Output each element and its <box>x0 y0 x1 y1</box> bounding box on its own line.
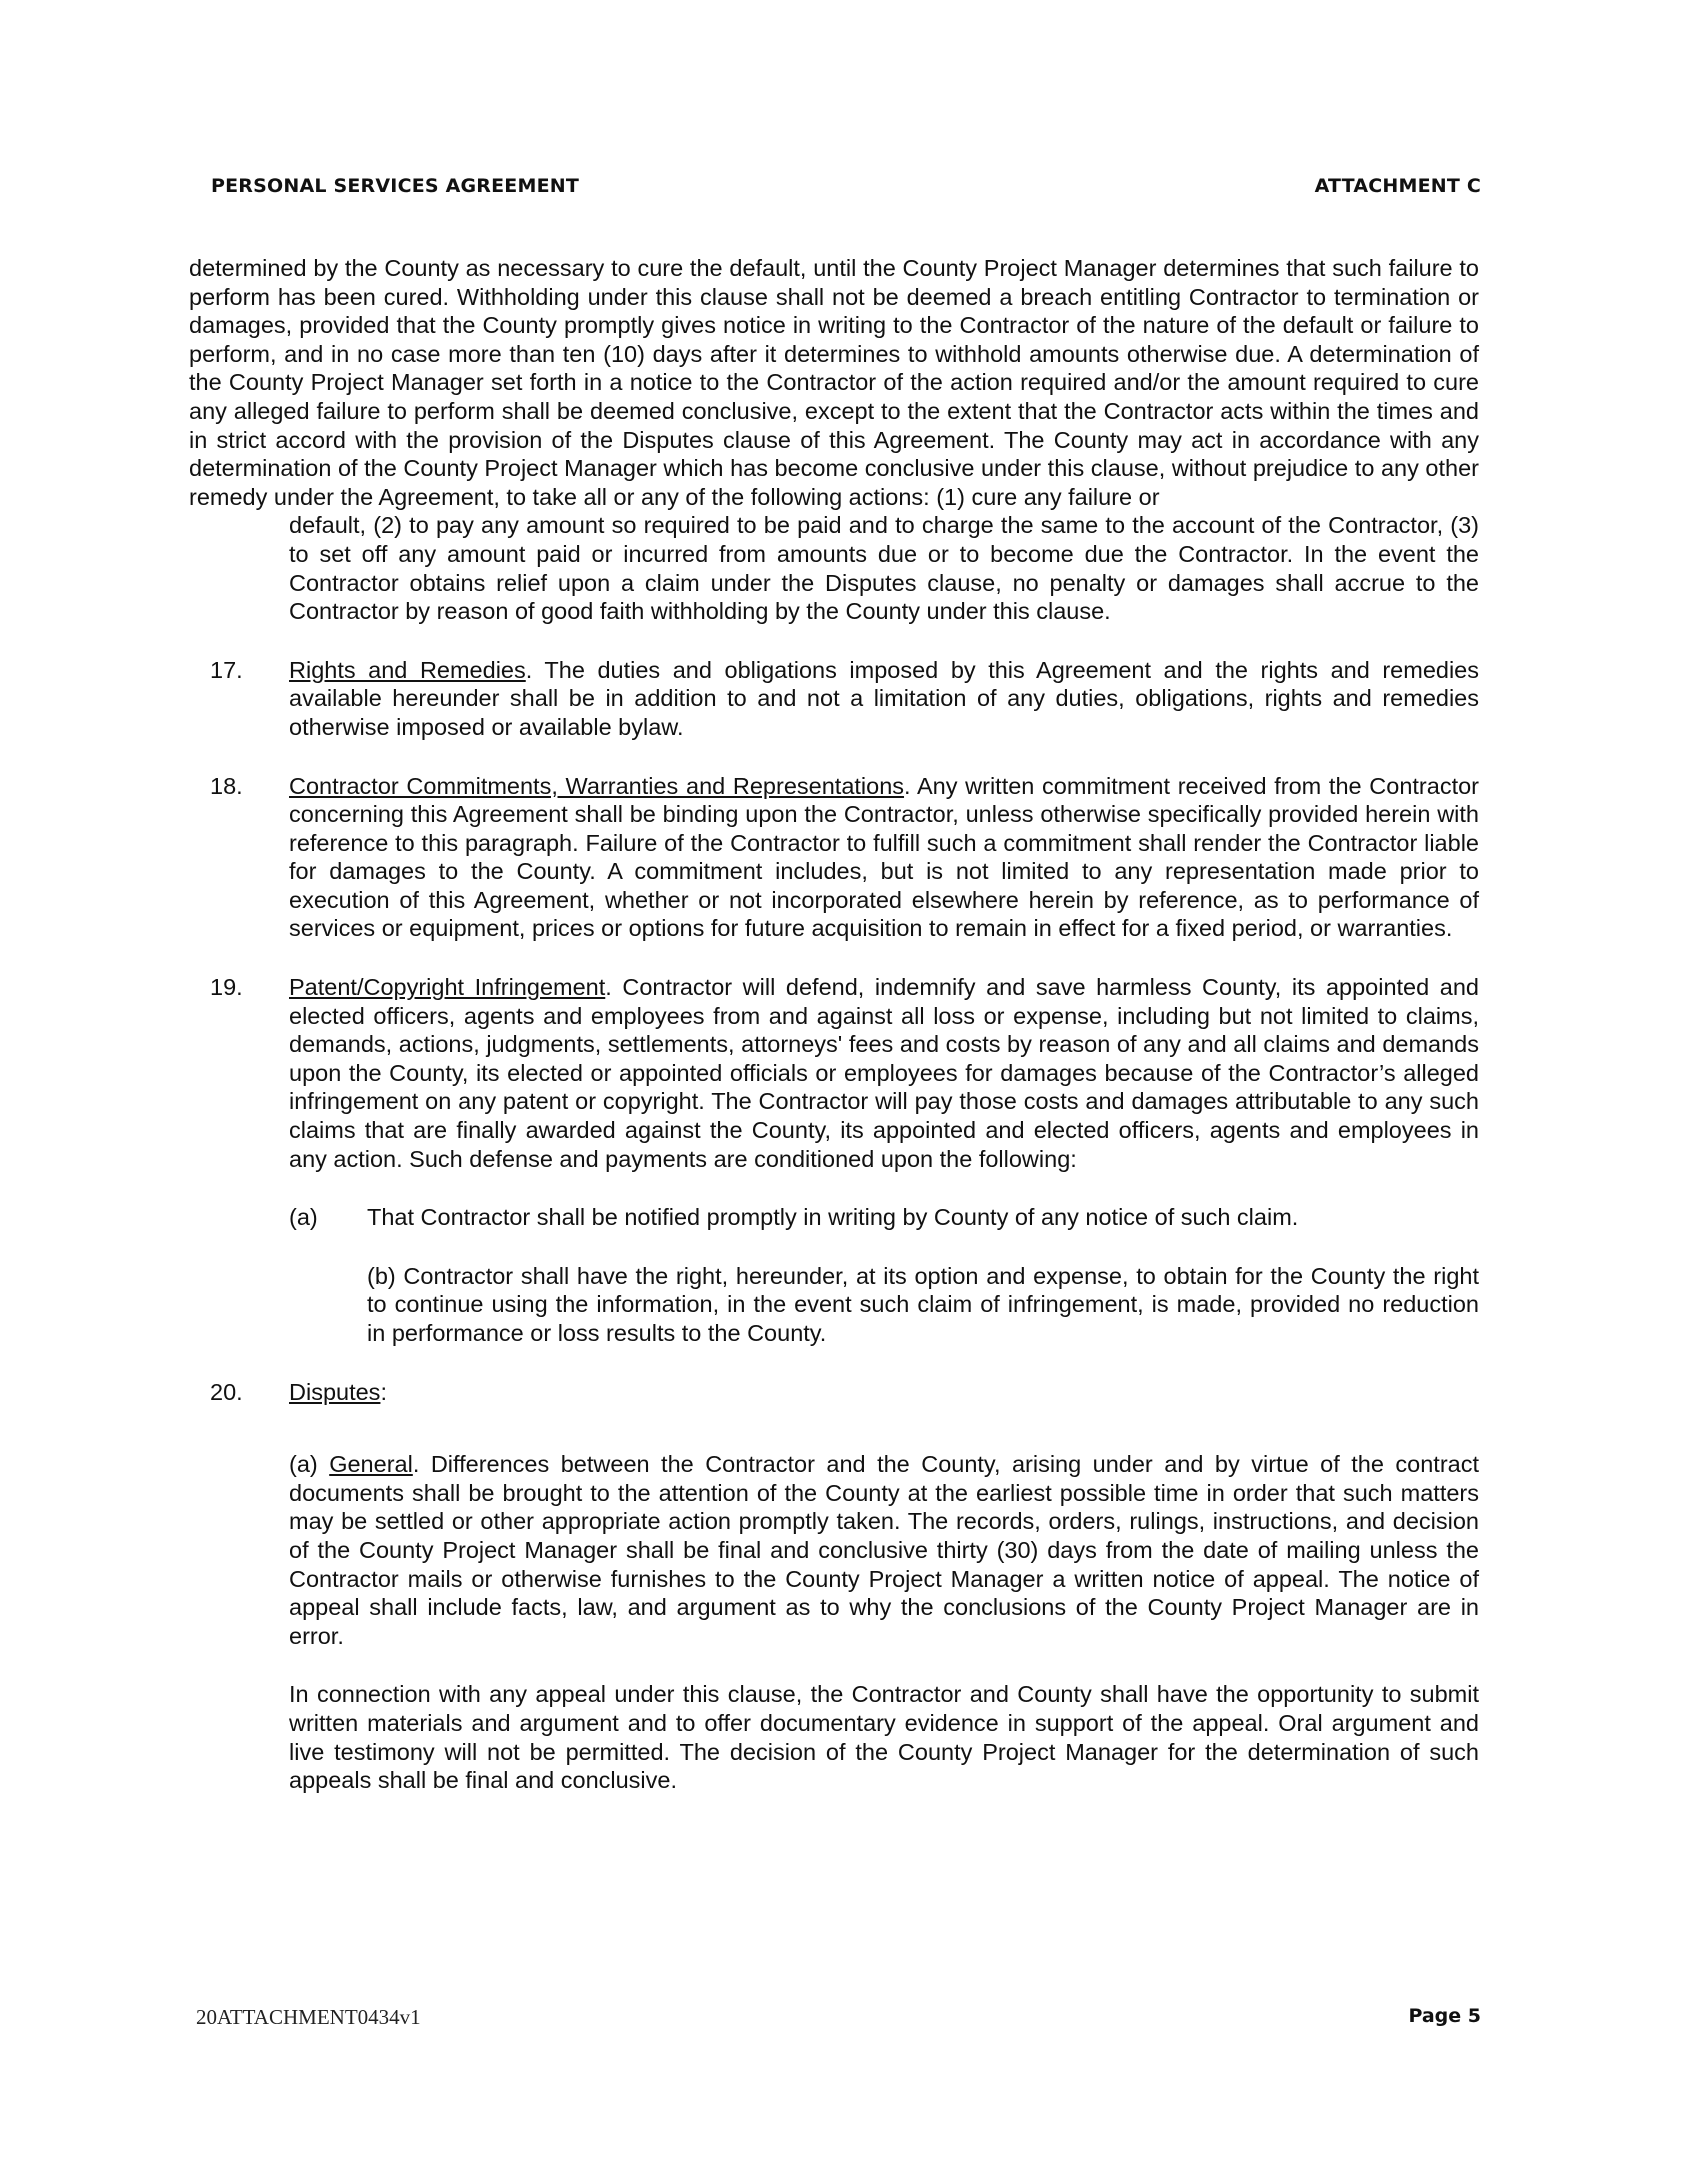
section-content <box>289 973 1479 1173</box>
intro-continuation: default, (2) to pay any amount so required to be paid and to charge the same to the account of the Contractor, (3) to set off any amount paid or incurred from amounts due or to become due the Contractor. In the event the Contractor obtains relief upon a claim under the Disputes clause, no penalty or damages shall accrue to the Contractor by reason of good faith withholding by the County under this clause. <box>289 512 1479 625</box>
subitem-prefix: (a) <box>289 1451 330 1478</box>
section-19-subitem-a <box>289 1203 1479 1232</box>
section-title: Contractor Commitments, Warranties and Representations <box>289 772 905 799</box>
footer-doc-id: 20ATTACHMENT0434v1 <box>196 2005 421 2029</box>
section-number: 19. <box>210 974 243 1001</box>
header-title: PERSONAL SERVICES AGREEMENT <box>211 175 580 197</box>
section-text: . The duties and obligations imposed by this Agreement and the rights and remedies available hereunder shall be in addition to and not a limitation of any duties, obligations, rights and remedies otherwise imposed or available bylaw. <box>289 656 1479 740</box>
header-attachment: ATTACHMENT C <box>1314 175 1481 197</box>
document-body <box>189 254 1479 1795</box>
section-text: . Contractor will defend, indemnify and save harmless County, its appointed and elected officers, agents and employees from and against all loss or expense, including but not limited to claims, demands, actions, judgments, settlements, attorneys' fees and costs by reason of any and all claims and demands upon the County, its elected or appointed officials or employees for damages because of the Contractor’s alleged infringement on any patent or copyright. The Contractor will pay those costs and damages attributable to any such claims that are finally awarded against the County, its appointed and elected officers, agents and employees in any action. Such defense and payments are conditioned upon the following: <box>289 974 1479 1172</box>
page-number: Page 5 <box>1408 2005 1481 2027</box>
section-number: 20. <box>210 1378 243 1405</box>
section-content <box>289 1378 1479 1407</box>
section-number: 17. <box>210 656 243 683</box>
intro-paragraph: determined by the County as necessary to cure the default, until the County Project Manager determines that such failure to perform has been cured. Withholding under this clause shall not be deemed a breach entitling Contractor to termination or damages, provided that the County promptly gives notice in writing to the Contractor of the nature of the default or failure to perform, and in no case more than ten (10) days after it determines to withhold amounts otherwise due. A determination of the County Project Manager set forth in a notice to the Contractor of the action required and/or the amount required to cure any alleged failure to perform shall be deemed conclusive, except to the extent that the Contractor acts within the times and in strict accord with the provision of the Disputes clause of this Agreement. The County may act in accordance with any determination of the County Project Manager which has become conclusive under this clause, without prejudice to any other remedy under the Agreement, to take all or any of the following actions: (1) cure any failure or <box>189 255 1479 510</box>
section-17 <box>189 656 1479 742</box>
subitem-label: (a) <box>289 1204 318 1231</box>
section-19 <box>189 973 1479 1173</box>
section-18 <box>189 772 1479 944</box>
subitem-text: That Contractor shall be notified promptly in writing by County of any notice of such claim. <box>367 1204 1299 1231</box>
section-text: . Any written commitment received from the Contractor concerning this Agreement shall be binding upon the Contractor, unless otherwise specifically provided herein with reference to this paragraph. Failure of the Contractor to fulfill such a commitment shall render the Contractor liable for damages to the County. A commitment includes, but is not limited to any representation made prior to execution of this Agreement, whether or not incorporated elsewhere herein by reference, as to performance of services or equipment, prices or options for future acquisition to remain in effect for a fixed period, or warranties. <box>289 772 1479 942</box>
section-19-subitem-b: (b) Contractor shall have the right, hereunder, at its option and expense, to obtain for the County the right to continue using the information, in the event such claim of infringement, is made, provided no reduction in performance or loss results to the County. <box>367 1262 1479 1346</box>
section-content <box>289 656 1479 742</box>
section-title: Disputes <box>289 1378 381 1405</box>
section-20-subitem-a <box>289 1450 1479 1650</box>
section-title-colon: : <box>380 1378 387 1405</box>
section-number: 18. <box>210 772 243 799</box>
section-content <box>289 772 1479 944</box>
section-20 <box>189 1378 1479 1407</box>
section-title: Patent/Copyright Infringement <box>289 974 606 1001</box>
section-20-appeal-paragraph: In connection with any appeal under this clause, the Contractor and County shall have the opportunity to submit written materials and argument and to offer documentary evidence in support of the appeal. Oral argument and live testimony will not be permitted. The decision of the County Project Manager for the determination of such appeals shall be final and conclusive. <box>289 1681 1479 1794</box>
subitem-text: . Differences between the Contractor and the County, arising under and by virtue of the contract documents shall be brought to the attention of the County at the earliest possible time in order that such matters may be settled or other appropriate action promptly taken. The records, orders, rulings, instructions, and decision of the County Project Manager shall be final and conclusive thirty (30) days from the date of mailing unless the Contractor mails or otherwise furnishes to the County Project Manager a written notice of appeal. The notice of appeal shall include facts, law, and argument as to why the conclusions of the County Project Manager are in error. <box>289 1451 1479 1649</box>
section-title: Rights and Remedies <box>289 656 526 683</box>
subitem-title: General <box>329 1451 413 1478</box>
